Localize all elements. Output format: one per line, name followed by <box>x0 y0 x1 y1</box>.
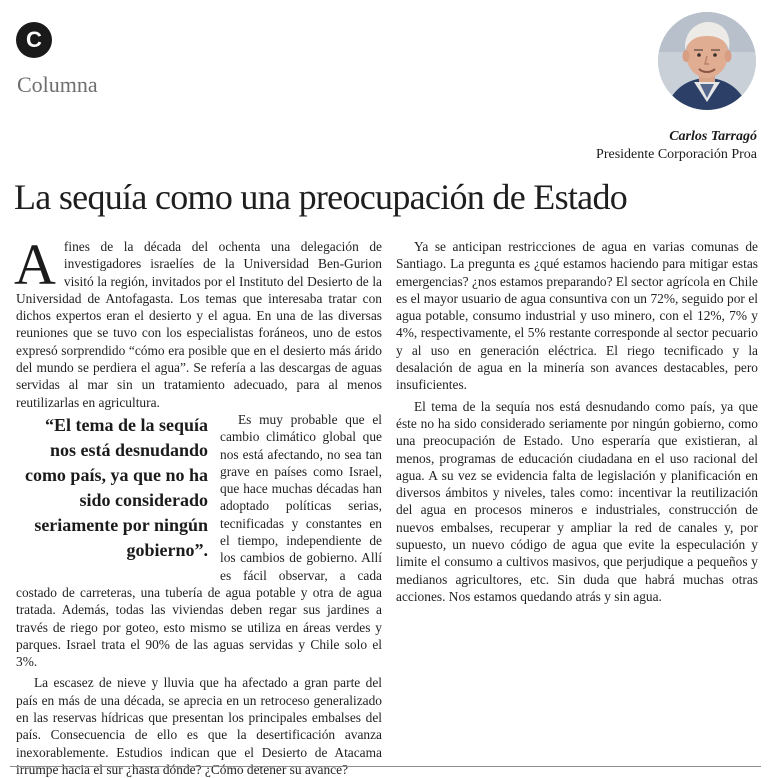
article-paragraph-3: La escasez de nieve y lluvia que ha afectado a gran parte del país en más de una década, se aprecia en un retroceso generalizado en las reservas hídricas que presentan los principales embalses del país. Consecuencia de ello es que la desertificación avanza inexorablemente. Estudios indican que el Desierto de Atacama irrumpe hacia el sur ¿hasta dónde? ¿Cómo detener su avance? <box>16 675 382 777</box>
section-badge: C <box>16 22 52 58</box>
author-portrait-image <box>658 12 756 110</box>
article-paragraph-4: Ya se anticipan restricciones de agua en varias comunas de Santiago. La pregunta es ¿qué estamos haciendo para mitigar estas emergencias? ¿nos estamos preparando? El sector agrícola en Chile es el mayor usuario de agua consuntiva con un 72%, seguido por el agua potable, consumo industrial y uso minero, con el 12%, 7% y 4%, respectivamente, el 5% restante corresponde al sector pecuario y al uso en generación eléctrica. El riego tecnificado y la desalación de agua en la minería son avances destacables, pero insuficientes. <box>396 239 758 393</box>
article-column-left <box>14 232 382 778</box>
author-role: Presidente Corporación Proa <box>596 147 757 162</box>
pull-quote: “El tema de la sequía nos está desnudando como país, ya que no ha sido considerado seriamente por ningún gobierno”. <box>24 414 208 560</box>
drop-cap: A <box>14 232 56 297</box>
article-paragraph-2: Es muy probable que el cambio climático global que nos está afectando, no sea tan grave en países como Israel, que hace muchas décadas han adoptado políticas serias, tecnificadas y constantes en el tiempo, independiente de los cambios de gobierno. Allí es fácil observar, a cada costado de carreteras, una tubería de agua potable y otra de agua tratada. Además, todas las viviendas deben regar sus jardines a través de riego por goteo, esto mismo se utiliza en áreas verdes y parques. Israel trata el 90% de las aguas servidas y Chile solo el 3%. <box>16 411 382 670</box>
article-headline: La sequía como una preocupación de Estado <box>14 177 628 217</box>
article-paragraph-5: El tema de la sequía nos está desnudando como país, ya que éste no ha sido considerado seriamente por ningún gobierno, como una preocupación de Estado. Uno esperaría que existieran, al menos, programas de educación ciudadana en el uso racional del agua. A su vez se evidencia falta de legislación y planificación en diversos ámbitos y niveles, tales como: incentivar la reutilización del agua en procesos mineros e industriales, construcción de nuevos embalses, recuperar y ampliar la red de canales y, por supuesto, un nuevo código de agua que evite la especulación y limite el consumo a cultivos masivos, que perjudique a pequeños y medianos agricultores, etc. Sin duda que habrá muchas otras acciones. Nos estamos quedando atrás y sin agua. <box>396 398 758 604</box>
author-name: Carlos Tarragó <box>669 129 757 144</box>
author-byline <box>596 128 757 164</box>
section-label: Columna <box>17 72 98 97</box>
bottom-divider <box>10 766 761 767</box>
author-photo <box>658 12 756 110</box>
paragraph-1-text: fines de la década del ochenta una delegación de investigadores israelíes de la Universidad Ben-Gurion visitó la región, invitados por el Instituto del Desierto de la Universidad de Antofagasta. Los temas que interesaba tratar con dichos expertos eran el desierto y el agua. En una de las diversas reuniones que se tuvo con los especialistas foráneos, uno de estos expresó sorprendido “cómo era posible que en el desierto más árido del mundo se perdiera el agua”. Se refería a las descargas de aguas servidas al mar sin un tratamiento adecuado, para al menos reutilizarlas en agricultura. <box>16 239 382 410</box>
article-column-right <box>396 238 758 605</box>
article-paragraph-1 <box>14 232 382 411</box>
